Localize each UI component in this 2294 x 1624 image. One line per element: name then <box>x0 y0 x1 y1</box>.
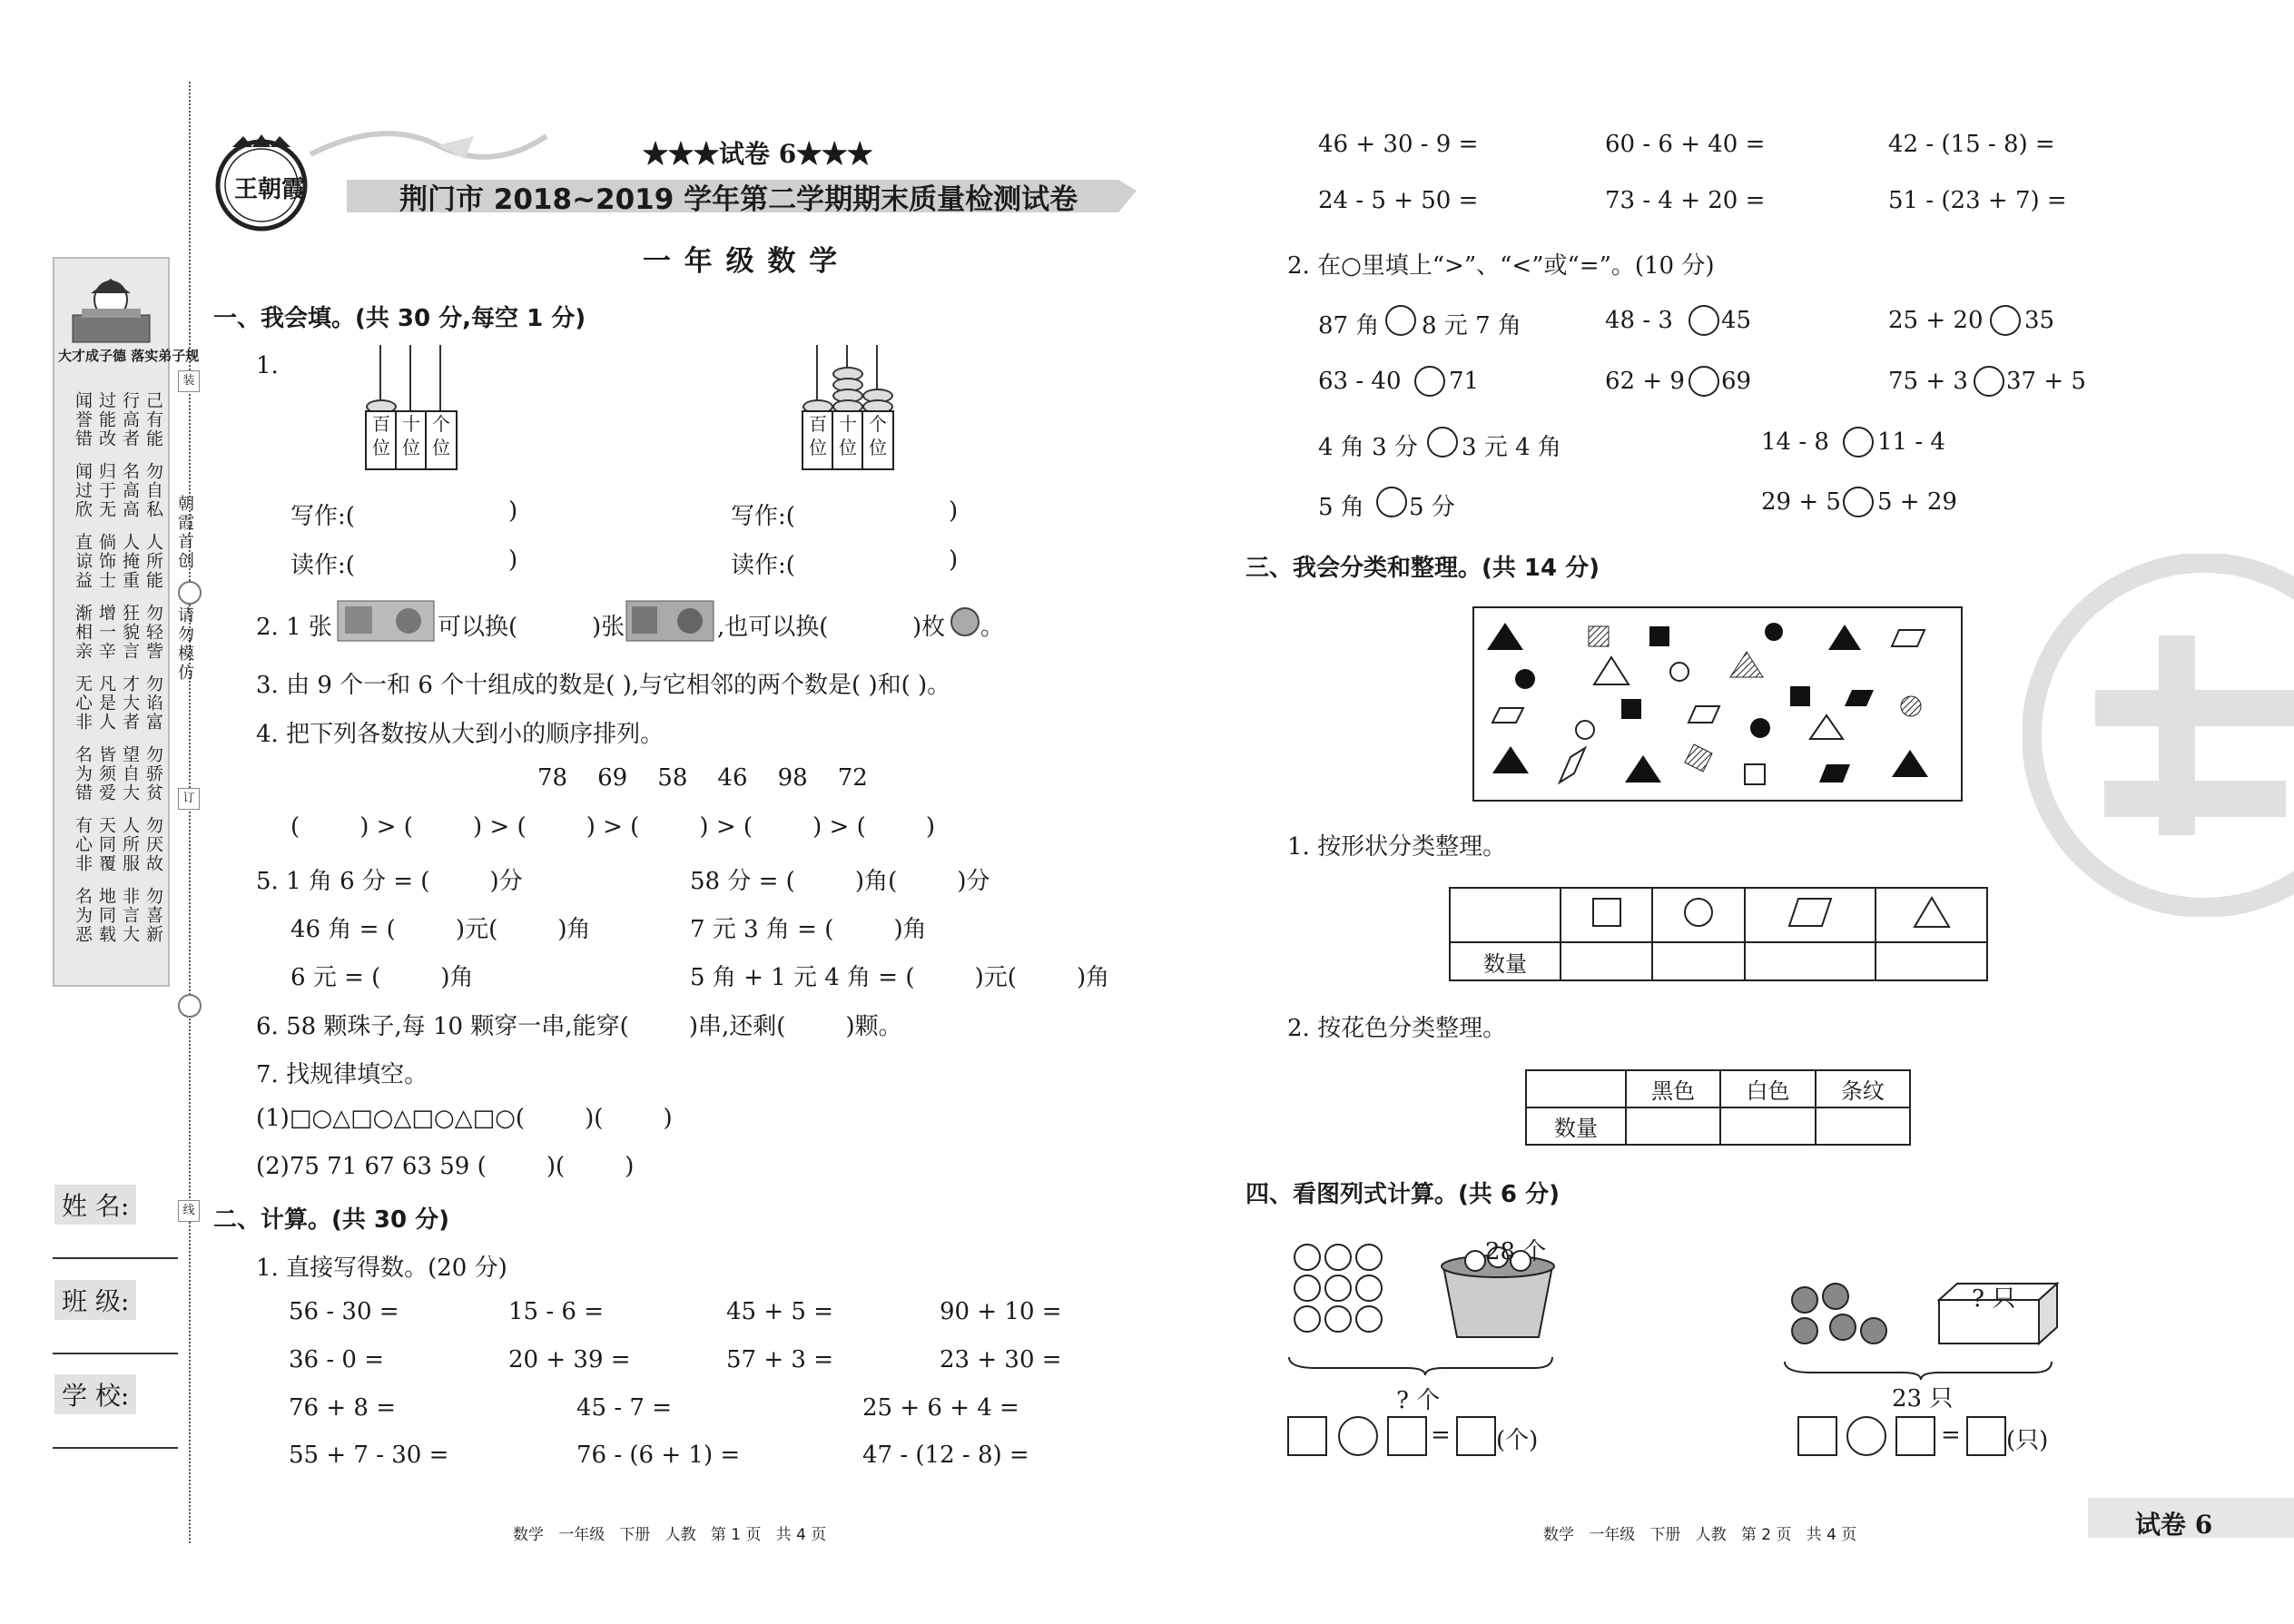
place-tens: 十位 <box>395 410 428 470</box>
compare-right: 69 <box>1721 368 1752 395</box>
compare-circle[interactable] <box>1843 487 1874 517</box>
compare-left: 14 - 8 <box>1761 428 1829 456</box>
school-field[interactable] <box>53 1447 178 1449</box>
motto-column: 行高者 <box>120 391 140 448</box>
calc-item: 24 - 5 + 50 = <box>1318 187 1479 214</box>
hedgehogs-picture <box>1779 1271 2070 1389</box>
motto-column: 直谅益 <box>73 533 93 590</box>
motto-column: 勿自私 <box>143 462 163 519</box>
q4-numbers: 78 69 58 46 98 72 <box>537 764 868 792</box>
page-title: 荆门市 2018~2019 学年第二学期期末质量检测试卷 <box>399 183 1078 216</box>
banknote-5-icon <box>336 599 436 643</box>
motto-column: 望自大 <box>120 745 140 802</box>
compare-circle[interactable] <box>1990 305 2021 336</box>
page-subtitle: 一 年 级 数 学 <box>643 245 840 278</box>
answer-cell[interactable] <box>1561 942 1652 980</box>
confidential-watermark-icon <box>2023 554 2294 917</box>
calc-item: 47 - (12 - 8) = <box>862 1442 1029 1469</box>
read-label: 读作:( <box>731 552 795 579</box>
operator-circle[interactable] <box>1846 1416 1886 1456</box>
calc-item: 76 + 8 = <box>289 1394 396 1422</box>
apples-total-label: 28 个 <box>1485 1238 1547 1265</box>
section-3-q1: 1. 按形状分类整理。 <box>1287 833 1507 861</box>
q6-text: 6. 58 颗珠子,每 10 颗穿一串,能穿( )串,还剩( )颗。 <box>256 1013 902 1040</box>
col-header: 黑色 <box>1626 1070 1720 1107</box>
motto-column: 无心非 <box>73 674 93 732</box>
calc-item: 36 - 0 = <box>289 1346 384 1373</box>
motto-column: 有心非 <box>73 816 93 873</box>
motto-column: 增一辛 <box>96 604 116 661</box>
scholar-illustration-icon <box>54 259 168 349</box>
compare-circle[interactable] <box>1689 305 1719 336</box>
calc-item: 45 + 5 = <box>726 1298 833 1325</box>
circle-icon <box>1683 897 1714 928</box>
close-paren: ) <box>949 546 959 574</box>
answer-cell[interactable] <box>1876 942 1987 980</box>
q2-text: )张 <box>592 614 625 641</box>
calc-item: 20 + 39 = <box>508 1346 631 1373</box>
exam-badge: ★★★试卷 6★★★ <box>643 139 873 169</box>
answer-box[interactable] <box>1456 1416 1496 1456</box>
calc-item: 76 - (6 + 1) = <box>576 1442 741 1469</box>
section-2-q1: 1. 直接写得数。(20 分) <box>256 1255 507 1282</box>
square-icon <box>1591 897 1622 928</box>
section-2-heading: 二、计算。(共 30 分) <box>213 1206 450 1234</box>
q5-b: 58 分 = ( )角( )分 <box>690 868 990 895</box>
footer-tag: 试卷 6 <box>2135 1510 2213 1540</box>
answer-cell[interactable] <box>1652 942 1744 980</box>
place-hundreds: 百位 <box>802 410 834 470</box>
motto-column: 人所服 <box>120 816 140 873</box>
section-2-q2: 2. 在○里填上“>”、“<”或“=”。(10 分) <box>1287 252 1715 280</box>
q5-e: 6 元 = ( )角 <box>290 964 474 991</box>
class-field[interactable] <box>53 1353 178 1354</box>
compare-left: 5 角 <box>1318 494 1364 521</box>
q7-1: (1)□○△□○△□○△□○( )( ) <box>256 1105 673 1132</box>
q2-text: 。 <box>980 614 1005 641</box>
row-label: 数量 <box>1526 1107 1626 1145</box>
compare-left: 62 + 9 <box>1605 368 1685 395</box>
hedgehogs-total-label: 23 只 <box>1892 1385 1954 1412</box>
place-ones: 个位 <box>861 410 894 470</box>
shape-count-table <box>1449 887 1988 981</box>
compare-left: 87 角 <box>1318 312 1380 340</box>
read-label: 读作:( <box>290 552 355 579</box>
equals-sign: = <box>1941 1422 1961 1449</box>
apples-unknown-label: ? 个 <box>1396 1387 1441 1414</box>
triangle-icon <box>1913 896 1951 929</box>
motto-column: 天同覆 <box>96 816 116 873</box>
calc-item: 90 + 10 = <box>940 1298 1062 1325</box>
compare-circle[interactable] <box>1843 427 1874 458</box>
color-count-table <box>1525 1069 1911 1146</box>
q2-text: 2. 1 张 <box>256 614 332 641</box>
motto-column: 非言大 <box>120 887 140 944</box>
motto-column: 过能改 <box>96 391 116 448</box>
motto-column: 人掩重 <box>120 533 140 590</box>
compare-circle[interactable] <box>1376 487 1407 517</box>
q5-a: 5. 1 角 6 分 = ( )分 <box>256 868 523 895</box>
binding-line <box>189 82 191 1543</box>
motto-column: 地同载 <box>96 887 116 944</box>
compare-right: 45 <box>1721 307 1752 334</box>
answer-cell[interactable] <box>1626 1107 1720 1145</box>
calc-item: 60 - 6 + 40 = <box>1605 131 1766 158</box>
q4-blanks: ( ) > ( ) > ( ) > ( ) > ( ) > ( ) <box>290 813 935 841</box>
compare-left: 25 + 20 <box>1888 307 1984 334</box>
compare-right: 35 <box>2024 307 2055 334</box>
close-paren: ) <box>949 497 959 525</box>
name-label: 姓 名: <box>54 1185 136 1225</box>
place-tens: 十位 <box>832 410 864 470</box>
calc-item: 73 - 4 + 20 = <box>1605 187 1766 214</box>
ring-icon <box>178 994 202 1018</box>
name-field[interactable] <box>53 1257 178 1259</box>
motto-column: 闻过欣 <box>73 462 93 519</box>
compare-right: 5 + 29 <box>1877 488 1957 516</box>
q4-text: 4. 把下列各数按从大到小的顺序排列。 <box>256 721 665 748</box>
motto-column: 狂貌言 <box>120 604 140 661</box>
calc-item: 56 - 30 = <box>289 1298 399 1325</box>
compare-circle[interactable] <box>1689 366 1719 397</box>
write-label: 写作:( <box>731 503 795 530</box>
calc-item: 23 + 30 = <box>940 1346 1062 1373</box>
q2-text: ,也可以换( <box>717 614 829 641</box>
motto-column: 勿谄富 <box>143 674 163 732</box>
equals-sign: = <box>1431 1422 1451 1449</box>
q7-text: 7. 找规律填空。 <box>256 1061 428 1088</box>
compare-left: 29 + 5 <box>1761 488 1841 516</box>
compare-right: 11 - 4 <box>1877 428 1945 456</box>
school-label: 学 校: <box>54 1374 136 1414</box>
calc-item: 55 + 7 - 30 = <box>289 1442 449 1469</box>
answer-box[interactable] <box>1797 1416 1837 1456</box>
motto-column: 名高高 <box>120 462 140 519</box>
q5-c: 46 角 = ( )元( )角 <box>290 916 591 943</box>
calc-item: 46 + 30 - 9 = <box>1318 131 1479 158</box>
q3-text: 3. 由 9 个一和 6 个十组成的数是( ),与它相邻的两个数是( )和( )。 <box>256 672 951 699</box>
unit-label: (只) <box>2006 1427 2049 1454</box>
motto-column: 名为错 <box>73 745 93 802</box>
q5-d: 7 元 3 角 = ( )角 <box>690 916 927 943</box>
compare-circle[interactable] <box>1427 427 1458 458</box>
vertical-note: 请勿模仿 <box>175 606 194 683</box>
seal-tag: 装 <box>178 370 200 392</box>
ring-icon <box>178 581 202 605</box>
vertical-note: 朝霞首创 <box>175 495 194 571</box>
write-label: 写作:( <box>290 503 355 530</box>
motto-column: 己有能 <box>143 391 163 448</box>
motto-column: 人所能 <box>143 533 163 590</box>
calc-item: 45 - 7 = <box>576 1394 672 1422</box>
unit-label: (个) <box>1496 1427 1539 1454</box>
calc-item: 57 + 3 = <box>726 1346 833 1373</box>
seal-tag: 订 <box>178 788 200 810</box>
calc-item: 15 - 6 = <box>508 1298 604 1325</box>
compare-right: 71 <box>1449 368 1480 395</box>
answer-box[interactable] <box>1895 1416 1935 1456</box>
row-label: 数量 <box>1450 942 1561 980</box>
close-paren: ) <box>508 497 518 525</box>
motto-column: 名为恶 <box>73 887 93 944</box>
col-header: 白色 <box>1720 1070 1815 1107</box>
q7-2: (2)75 71 67 63 59 ( )( ) <box>256 1153 635 1180</box>
motto-column: 勿喜新 <box>143 887 163 944</box>
motto-column: 闻誉错 <box>73 391 93 448</box>
place-hundreds: 百位 <box>365 410 398 470</box>
motto-column: 渐相亲 <box>73 604 93 661</box>
section-4-heading: 四、看图列式计算。(共 6 分) <box>1245 1181 1560 1208</box>
compare-right: 8 元 7 角 <box>1422 312 1521 340</box>
compare-circle[interactable] <box>1385 305 1416 336</box>
section-3-heading: 三、我会分类和整理。(共 14 分) <box>1245 555 1600 582</box>
compare-left: 48 - 3 <box>1605 307 1673 334</box>
motto-top: 大才成子德 落实弟子规 <box>58 348 200 364</box>
motto-column: 勿骄贫 <box>143 745 163 802</box>
answer-box[interactable] <box>1287 1416 1327 1456</box>
q2-text: )枚 <box>912 614 946 641</box>
answer-cell[interactable] <box>1745 942 1876 980</box>
compare-left: 75 + 3 <box>1888 368 1968 395</box>
compare-left: 63 - 40 <box>1318 368 1402 395</box>
motto-column: 才大者 <box>120 674 140 732</box>
section-1-heading: 一、我会填。(共 30 分,每空 1 分) <box>213 305 586 332</box>
motto-columns <box>62 391 163 972</box>
hedgehogs-unknown-label: ? 只 <box>1972 1285 2016 1313</box>
compare-circle[interactable] <box>1974 366 2004 397</box>
motto-column: 倘饰士 <box>96 533 116 590</box>
footer-right: 数学 一年级 下册 人教 第 2 页 共 4 页 <box>1543 1526 1857 1544</box>
compare-circle[interactable] <box>1414 366 1445 397</box>
coin-icon <box>950 606 980 637</box>
calc-item: 25 + 6 + 4 = <box>862 1394 1019 1422</box>
answer-cell[interactable] <box>1816 1107 1910 1145</box>
banknote-1-icon <box>625 599 715 643</box>
motto-column: 勿厌故 <box>143 816 163 873</box>
question-number: 1. <box>256 352 279 379</box>
q2-text: 可以换( <box>438 614 518 641</box>
operator-circle[interactable] <box>1338 1416 1378 1456</box>
seal-tag: 线 <box>178 1200 200 1222</box>
answer-cell[interactable] <box>1720 1107 1815 1145</box>
compare-right: 3 元 4 角 <box>1462 434 1561 461</box>
compare-right: 37 + 5 <box>2006 368 2086 395</box>
logo-text: 王朝霞 <box>234 176 306 203</box>
close-paren: ) <box>508 546 518 574</box>
footer-left: 数学 一年级 下册 人教 第 1 页 共 4 页 <box>513 1526 827 1544</box>
motto-column: 勿轻訾 <box>143 604 163 661</box>
motto-column: 归于无 <box>96 462 116 519</box>
place-ones: 个位 <box>425 410 458 470</box>
calc-item: 51 - (23 + 7) = <box>1888 187 2067 214</box>
section-3-q2: 2. 按花色分类整理。 <box>1287 1015 1507 1042</box>
motto-column: 凡是人 <box>96 674 116 732</box>
col-header: 条纹 <box>1816 1070 1910 1107</box>
shapes-picture <box>1472 606 1963 802</box>
calc-item: 42 - (15 - 8) = <box>1888 131 2055 158</box>
compare-right: 5 分 <box>1409 494 1455 521</box>
answer-box[interactable] <box>1387 1416 1427 1456</box>
compare-left: 4 角 3 分 <box>1318 434 1418 461</box>
motto-column: 皆须爱 <box>96 745 116 802</box>
answer-box[interactable] <box>1966 1416 2006 1456</box>
parallelogram-icon <box>1787 897 1833 928</box>
class-label: 班 级: <box>54 1280 136 1320</box>
q5-f: 5 角 + 1 元 4 角 = ( )元( )角 <box>690 964 1110 991</box>
